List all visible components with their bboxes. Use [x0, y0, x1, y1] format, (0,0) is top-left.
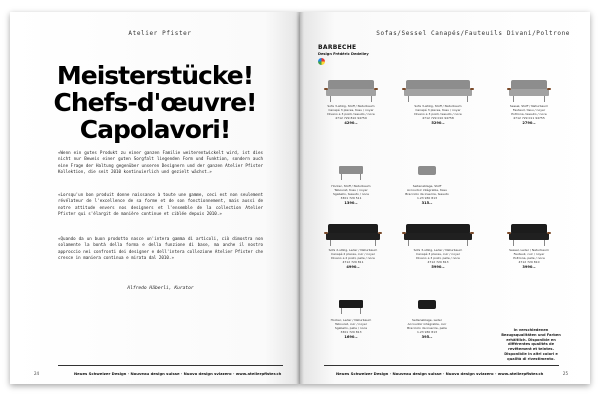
product-image — [322, 74, 380, 104]
product-price: 5290.– — [431, 121, 445, 125]
product-image — [398, 160, 456, 184]
product-price: 3990.– — [522, 265, 536, 269]
product-image — [398, 218, 478, 248]
right-page — [300, 12, 590, 384]
product-item — [398, 160, 456, 205]
right-page-number: 25 — [562, 371, 568, 376]
brand-designer: Design Frédéric Dedelley — [318, 52, 369, 56]
product-caption: Sofa 3-sitzig, Stoff / Naturbaum Canapé 3 places, tissu / noyer Divano a 3 posti, tessuto / noce 4712 729 010 94758 — [414, 104, 462, 120]
product-price: 395.– — [421, 335, 433, 339]
product-image — [322, 218, 384, 248]
product-caption: Hocker, Leder / Naturbaum Tabouret, cuir / noyer Sgabello, pelle / noce 3301 729 813 — [330, 318, 372, 334]
product-image — [496, 218, 562, 248]
product-caption: Sofa 3-sitzig, Stoff / Naturbaum Canapé 3 places, tissu / noyer Divano a 3 posti, tessuto / noce 4712 729 810 94759 — [327, 104, 375, 120]
right-footer: Neues Schweizer Design · Nouveau design suisse · Nuovo design svizzero · www.atelierpfister.ch — [336, 371, 544, 376]
product-caption: Sessel, Leder / Naturbaum Fauteuil, cuir / noyer Poltrona, pelle / noce 4712 729 810 — [509, 248, 549, 264]
product-price: 4290.– — [344, 121, 358, 125]
quote-italian: «Quando da un buon prodotto nasce un'intera gamma di articoli, ciò dimostra non solamente la bontà della forma e della funzione di base, ma anche il nostro approccio nei confronti dei designer e dell'intera collezione Atelier Pfister che cresce in maniera continua e mirata dal 2010.» — [58, 236, 263, 261]
quote-german: «Wenn ein gutes Produkt zu einer ganzen Familie weiterentwickelt wird, ist dies nicht nur Beweis einer guten Sorgfalt liegenden Form und Funktion, sondern auch eine Frage der Haltung gegenüber unseren Designern und der ganzen Atelier Pfister Kollektion, die seit 2010 kontinuierlich und gezielt wächst.» — [58, 150, 263, 175]
left-footer: Neues Schweizer Design · Nouveau design suisse · Nuovo design svizzero · www.atelierpfister.ch — [74, 371, 282, 376]
left-footer-rule — [58, 365, 283, 366]
product-caption: Hocker, Stoff / Naturbaum Tabouret, tissu / noyer Sgabello, tessuto / noce 3301 729 511 — [331, 184, 371, 200]
left-page — [10, 12, 300, 384]
magazine-spread — [10, 12, 590, 394]
headline-line-3: Capolavori! — [79, 115, 231, 144]
product-price: 1690.– — [344, 335, 358, 339]
headline-line-2: Chefs-d'œuvre! — [53, 88, 257, 117]
signature: Alfredo Häberli, Kurator — [127, 286, 194, 291]
product-price: 4990.– — [346, 265, 360, 269]
product-item — [398, 218, 478, 269]
product-caption: Sofa 2-sitzig, Leder / Naturbaum Canapé 2 places, cuir / noyer Divano a 2 posti, pelle / noce 4712 729 811 — [328, 248, 378, 264]
product-price: 5990.– — [431, 265, 445, 269]
product-item — [322, 160, 380, 205]
product-item — [322, 294, 380, 339]
headline — [28, 62, 282, 143]
product-caption: Seitenablage, Leder Accoudoir intégrable, cuir Bracciolo da inserire, pelle 1.23 930 813 — [407, 318, 447, 334]
brand-name: BARBECHE — [318, 44, 357, 51]
product-item — [322, 74, 380, 125]
product-item — [398, 294, 456, 339]
headline-line-1: Meisterstücke! — [56, 61, 254, 90]
product-item — [398, 74, 478, 125]
spine-gutter — [296, 12, 304, 384]
product-image — [322, 160, 380, 184]
product-image — [322, 294, 380, 318]
product-caption: Seitenablage, Stoff Accoudoir intégrable, tissu Bracciolo da inserire, tessuto 1.23 930 813 — [405, 184, 449, 200]
right-footer-rule — [324, 365, 559, 366]
product-image — [398, 74, 478, 104]
quote-french: «Lorsqu'un bon produit donne naissance à toute une gamme, ceci est non seulement révélateur de l'excellence de sa forme et de son fonctionnement, mais aussi de notre attitude envers nos designers et l'ensemble de la collection Atelier Pfister qui s'élargit de manière continue et ciblée depuis 2010.» — [58, 192, 263, 217]
left-page-number: 24 — [34, 371, 40, 376]
left-running-head: Atelier Pfister — [128, 30, 192, 37]
product-caption: Sofa 3-sitzig, Leder / Naturbaum Canapé 3 places, cuir / noyer Divano a 3 posti, pelle / noce 4712 729 813 — [413, 248, 463, 264]
color-wheel-icon — [318, 58, 325, 65]
product-item — [496, 218, 562, 269]
product-price: 2790.– — [522, 121, 536, 125]
right-running-head: Sofas/Sessel Canapés/Fauteuils Divani/Poltrone — [376, 30, 570, 37]
product-item — [322, 218, 384, 269]
product-item — [496, 74, 562, 125]
product-image — [398, 294, 456, 318]
product-price: 315.– — [421, 201, 433, 205]
upholstery-note: In verschiedenen Bezugsqualitäten und Farben erhältlich. Disponible en différentes qualités de revêtement et teintes. Disponibile in altri colori e qualità di rivestimento. — [501, 328, 561, 361]
product-image — [496, 74, 562, 104]
brand-block — [318, 44, 369, 65]
product-caption: Sessel, Stoff / Naturbaum Fauteuil, tissu / noyer Poltrona, tessuto / noce 4712 729 011 94755 — [509, 104, 549, 120]
product-price: 1390.– — [344, 201, 358, 205]
